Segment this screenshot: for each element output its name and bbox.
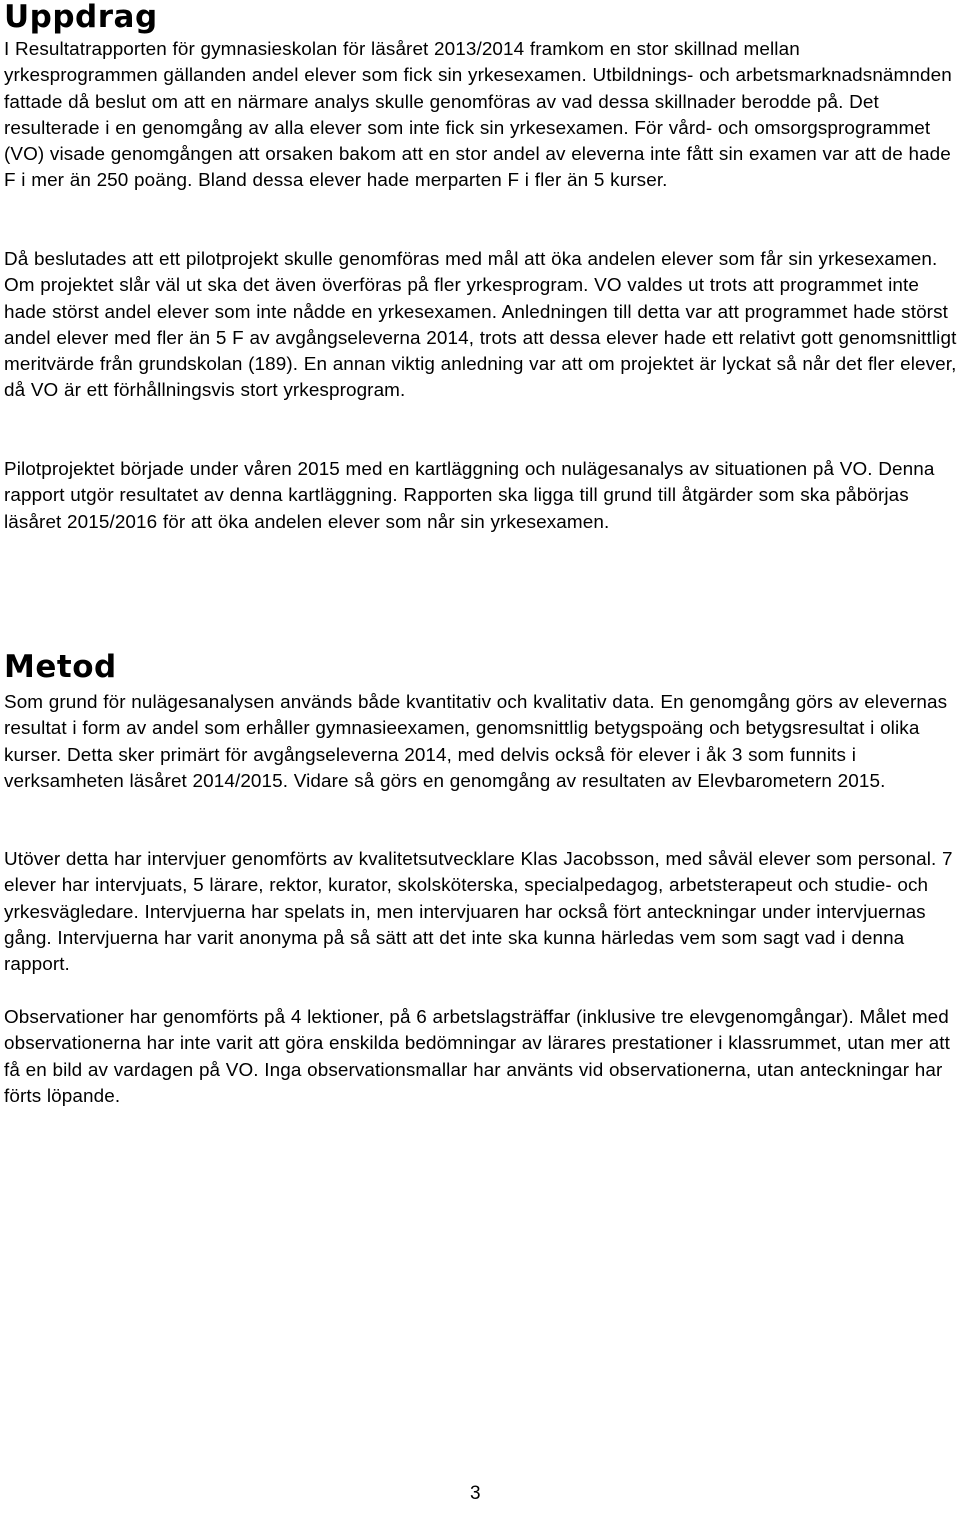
metod-paragraph-1-block	[4, 690, 958, 795]
section-heading-uppdrag: Uppdrag	[4, 0, 158, 35]
metod-paragraph-3: Observationer har genomförts på 4 lektioner, på 6 arbetslagsträffar (inklusive tre elevgenomgångar). Målet med observationerna har inte varit att göra enskilda bedömningar av lärares prestationer i klassrummet, utan mer att få en bild av vardagen på VO. Inga observationsmallar har använts vid observationerna, utan anteckningar har förts löpande.	[4, 1007, 950, 1107]
uppdrag-paragraph-1-block	[4, 37, 958, 195]
uppdrag-paragraph-3-block	[4, 457, 958, 536]
uppdrag-paragraph-2-block	[4, 247, 958, 405]
metod-paragraph-3-block	[4, 1005, 958, 1110]
uppdrag-paragraph-1: I Resultatrapporten för gymnasieskolan för läsåret 2013/2014 framkom en stor skillnad mellan yrkesprogrammen gällanden andel elever som fick sin yrkesexamen. Utbildnings- och arbetsmarknadsnämnden fattade då beslut om att en närmare analys skulle genomföras av vad dessa skillnader berodde på. Det resulterade i en genomgång av alla elever som inte fick sin yrkesexamen. För vård- och omsorgsprogrammet (VO) visade genomgången att orsaken bakom att en stor andel av eleverna inte fått sin examen var att de hade F i mer än 250 poäng. Bland dessa elever hade merparten F i fler än 5 kurser.	[4, 39, 952, 192]
metod-paragraph-1: Som grund för nulägesanalysen används både kvantitativ och kvalitativ data. En genomgång görs av elevernas resultat i form av andel som erhåller gymnasieexamen, genomsnittlig betygspoäng och betygsresultat i olika kurser. Detta sker primärt för avgångseleverna 2014, med delvis också för elever i åk 3 som funnits i verksamheten läsåret 2014/2015. Vidare så görs en genomgång av resultaten av Elevbarometern 2015.	[4, 692, 948, 792]
page-number: 3	[470, 1483, 481, 1504]
metod-paragraph-2: Utöver detta har intervjuer genomförts av kvalitetsutvecklare Klas Jacobsson, med såväl elever som personal. 7 elever har intervjuats, 5 lärare, rektor, kurator, skolsköterska, specialpedagog, arbetsterapeut och studie- och yrkesvägledare. Intervjuerna har spelats in, men intervjuaren har också fört anteckningar under intervjuernas gång. Intervjuerna har varit anonyma på så sätt att det inte ska kunna härledas vem som sagt vad i denna rapport.	[4, 849, 953, 976]
section-heading-metod: Metod	[4, 649, 117, 685]
uppdrag-paragraph-2: Då beslutades att ett pilotprojekt skulle genomföras med mål att öka andelen elever som får sin yrkesexamen. Om projektet slår väl ut ska det även överföras på fler yrkesprogram. VO valdes ut trots att programmet inte hade störst andel elever som inte nådde en yrkesexamen. Anledningen till detta var att programmet hade störst andel elever med fler än 5 F av avgångseleverna 2014, trots att dessa elever hade ett relativt gott genomsnittligt meritvärde från grundskolan (189). En annan viktig anledning var att om projektet är lyckat så når det fler elever, då VO är ett förhållningsvis stort yrkesprogram.	[4, 249, 957, 402]
uppdrag-paragraph-3: Pilotprojektet började under våren 2015 med en kartläggning och nulägesanalys av situationen på VO. Denna rapport utgör resultatet av denna kartläggning. Rapporten ska ligga till grund till åtgärder som ska påbörjas läsåret 2015/2016 för att öka andelen elever som når sin yrkesexamen.	[4, 459, 935, 533]
metod-paragraph-2-block	[4, 847, 958, 978]
